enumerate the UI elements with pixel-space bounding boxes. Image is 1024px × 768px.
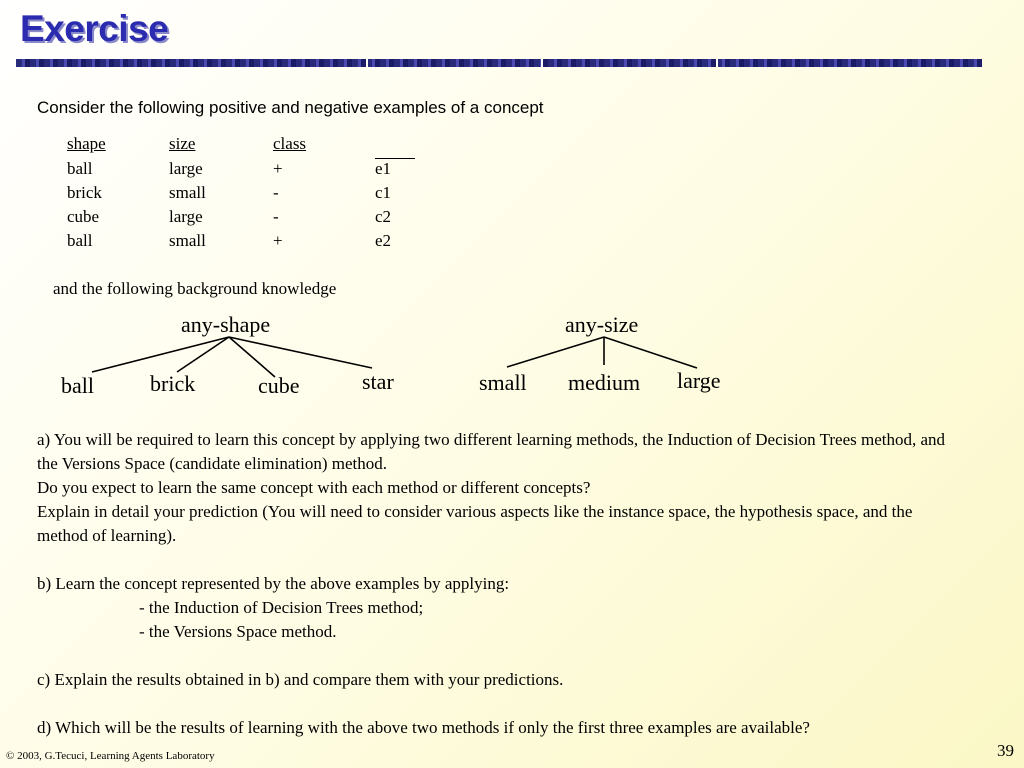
header-id [375,134,415,159]
question-a: a) You will be required to learn this concept by applying two different learning methods, the Induction of Decision Trees method, and the Versions Space (candidate elimination) method. [37,430,946,473]
cell: - [273,183,279,202]
cell: cube [67,207,100,226]
cell: - [273,207,279,226]
edge-anysize-large [604,337,697,368]
cell: e1 [375,159,392,178]
edge-anyshape-ball [92,337,229,372]
header-shape: shape [67,134,106,153]
node-small: small [479,370,527,395]
cell: c1 [375,183,392,202]
node-any-shape: any-shape [181,312,271,337]
intro-text: Consider the following positive and negative examples of a concept [37,98,544,117]
node-medium: medium [568,370,641,395]
cell: ball [67,158,93,178]
cell: ball [67,231,93,250]
question-d: d) Which will be the results of learning with the above two methods if only the first three examples are available? [37,718,810,737]
node-cube: cube [258,373,300,398]
question-c: c) Explain the results obtained in b) and compare them with your predictions. [37,670,564,689]
cell: e2 [375,231,392,250]
examples-table [67,134,415,255]
node-star: star [362,369,394,394]
title-rule [16,59,982,67]
footer-copyright: © 2003, G.Tecuci, Learning Agents Laboratory [6,750,215,762]
question-b-item: - the Versions Space method. [139,622,337,641]
table-header-row [67,134,415,159]
table-row [67,207,415,231]
table-row [67,231,415,255]
edge-anysize-small [507,337,604,367]
questions [37,428,967,740]
edge-anyshape-cube [229,337,275,377]
edge-anyshape-brick [177,337,229,372]
background-knowledge-label: and the following background knowledge [53,279,337,298]
question-a-line3: Explain in detail your prediction (You will need to consider various aspects like the instance space, the hypothesis space, and the method of learning). [37,502,913,545]
cell: c2 [375,207,392,226]
question-b-item: - the Induction of Decision Trees method; [139,598,424,617]
cell: small [169,231,206,250]
table-row [67,183,415,207]
header-class: class [273,134,307,153]
cell: brick [67,183,102,202]
cell: small [169,183,206,202]
cell: + [273,231,283,250]
question-b: b) Learn the concept represented by the above examples by applying: [37,574,510,593]
cell: + [273,158,283,178]
cell: large [169,207,203,226]
node-large: large [677,368,721,393]
cell: large [169,158,203,178]
node-brick: brick [150,371,196,396]
table-row [67,159,415,184]
question-a-line2: Do you expect to learn the same concept with each method or different concepts? [37,478,591,497]
slide-title: Exercise [20,8,169,49]
page-number: 39 [997,741,1014,760]
node-any-size: any-size [565,312,639,337]
generalization-hierarchies [0,300,1024,410]
header-size: size [169,134,196,153]
edge-anyshape-star [229,337,372,368]
node-ball: ball [61,373,94,398]
